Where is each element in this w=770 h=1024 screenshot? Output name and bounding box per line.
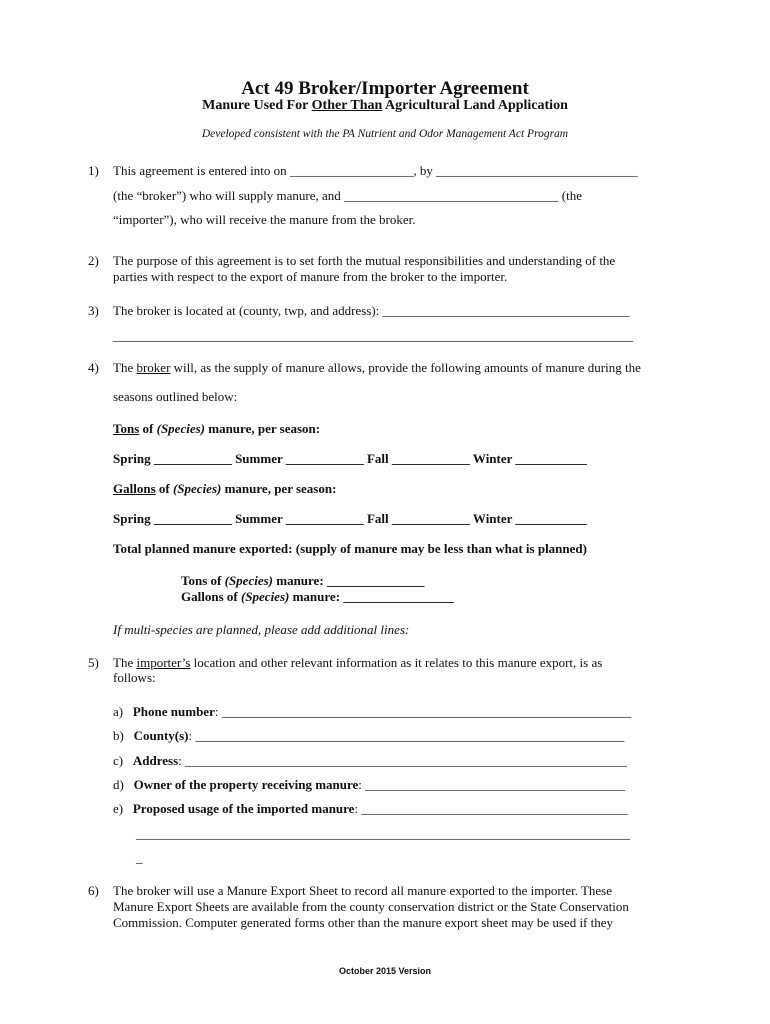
section-5-line-2: follows: xyxy=(113,670,156,685)
footer-version: October 2015 Version xyxy=(338,966,432,976)
text-part: location and other relevant information as it relates to this manure export, is as xyxy=(190,655,603,670)
item-label: Address xyxy=(132,753,179,768)
section-1-line-1: This agreement is entered into on ___________________, by _______________________________ xyxy=(113,163,638,178)
text-part: manure, per season: xyxy=(221,481,337,496)
item-address xyxy=(113,753,627,769)
text-part: of xyxy=(139,421,157,436)
species-label: (Species) xyxy=(240,589,290,604)
section-6-line-2: Manure Export Sheets are available from the county conservation district or the State Conservation xyxy=(113,899,629,914)
text-part: manure: _______________ xyxy=(272,573,425,588)
multi-species-note: If multi-species are planned, please add additional lines: xyxy=(113,622,410,637)
item-blank: : __________________________________________________________________ xyxy=(188,728,625,743)
usage-extra-line: ____________________________________________________________________________ xyxy=(136,826,630,841)
section-6-line-1: The broker will use a Manure Export Sheet to record all manure exported to the importer. These xyxy=(113,883,613,898)
item-blank: : _______________________________________________________________ xyxy=(214,704,632,719)
section-3-line-2: ________________________________________________________________________________ xyxy=(113,328,633,343)
section-6-line-3: Commission. Computer generated forms other than the manure export sheet may be used if they xyxy=(113,915,614,930)
item-county xyxy=(113,728,624,744)
species-label: (Species) xyxy=(172,481,222,496)
item-blank: : ________________________________________ xyxy=(358,777,626,792)
tons-underlined: Tons xyxy=(113,421,140,436)
section-4-number: 4) xyxy=(88,360,99,375)
item-proposed-usage xyxy=(113,801,628,817)
gallons-underlined: Gallons xyxy=(113,481,156,496)
item-label: Owner of the property receiving manure xyxy=(133,777,359,792)
section-5-line-1 xyxy=(113,655,602,671)
item-letter: d) xyxy=(113,777,124,792)
section-1-line-3: “importer”), who will receive the manure from the broker. xyxy=(113,212,416,227)
text-part: Tons of xyxy=(181,573,225,588)
item-label: Phone number xyxy=(132,704,215,719)
item-blank: : ____________________________________________________________________ xyxy=(178,753,628,768)
item-letter: a) xyxy=(113,704,124,719)
item-owner xyxy=(113,777,625,793)
subtitle-part: Manure Used For xyxy=(202,98,312,113)
item-letter: b) xyxy=(113,728,124,743)
section-1-line-2: (the “broker”) who will supply manure, and _________________________________ (the xyxy=(113,188,583,203)
gallons-heading xyxy=(113,481,336,497)
section-3-number: 3) xyxy=(88,303,99,318)
subtitle-underlined: Other Than xyxy=(311,98,383,113)
section-2-number: 2) xyxy=(88,253,99,268)
text-part: The xyxy=(113,655,137,670)
text-part: manure, per season: xyxy=(205,421,321,436)
species-label: (Species) xyxy=(156,421,205,436)
item-label: Proposed usage of the imported manure xyxy=(132,801,355,816)
section-2-line-1: The purpose of this agreement is to set forth the mutual responsibilities and understanding of the xyxy=(113,253,616,268)
document-subtitle xyxy=(0,98,770,114)
item-letter: c) xyxy=(113,753,124,768)
text-part: The xyxy=(113,360,137,375)
section-1-number: 1) xyxy=(88,163,99,178)
text-part: will, as the supply of manure allows, provide the following amounts of manure during the xyxy=(170,360,641,375)
section-5-number: 5) xyxy=(88,655,99,670)
section-3-line-1: The broker is located at (county, twp, and address): ______________________________________ xyxy=(113,303,630,318)
item-letter: e) xyxy=(113,801,124,816)
gallons-total-line xyxy=(181,589,454,605)
item-phone-number xyxy=(113,704,631,720)
total-planned-heading: Total planned manure exported: (supply of manure may be less than what is planned) xyxy=(113,541,587,556)
importer-underlined: importer’s xyxy=(136,655,191,670)
gallons-seasons-row: Spring ____________ Summer ____________ Fall ____________ Winter ___________ xyxy=(113,511,587,526)
developed-note: Developed consistent with the PA Nutrient and Odor Management Act Program xyxy=(201,128,569,140)
broker-underlined: broker xyxy=(136,360,171,375)
text-part: manure: _________________ xyxy=(289,589,454,604)
tons-total-line xyxy=(181,573,424,589)
tons-heading xyxy=(113,421,320,437)
tons-seasons-row: Spring ____________ Summer ____________ Fall ____________ Winter ___________ xyxy=(113,451,587,466)
text-part: of xyxy=(155,481,173,496)
item-blank: : _________________________________________ xyxy=(354,801,628,816)
item-label: County(s) xyxy=(133,728,189,743)
section-4-line-1 xyxy=(113,360,641,376)
usage-extra-dash: _ xyxy=(136,850,143,865)
section-2-line-2: parties with respect to the export of manure from the broker to the importer. xyxy=(113,269,508,284)
text-part: Gallons of xyxy=(181,589,241,604)
subtitle-part: Agricultural Land Application xyxy=(382,98,568,113)
species-label: (Species) xyxy=(224,573,273,588)
section-6-number: 6) xyxy=(88,883,99,898)
section-4-line-2: seasons outlined below: xyxy=(113,389,238,404)
document-title: Act 49 Broker/Importer Agreement xyxy=(241,78,529,99)
